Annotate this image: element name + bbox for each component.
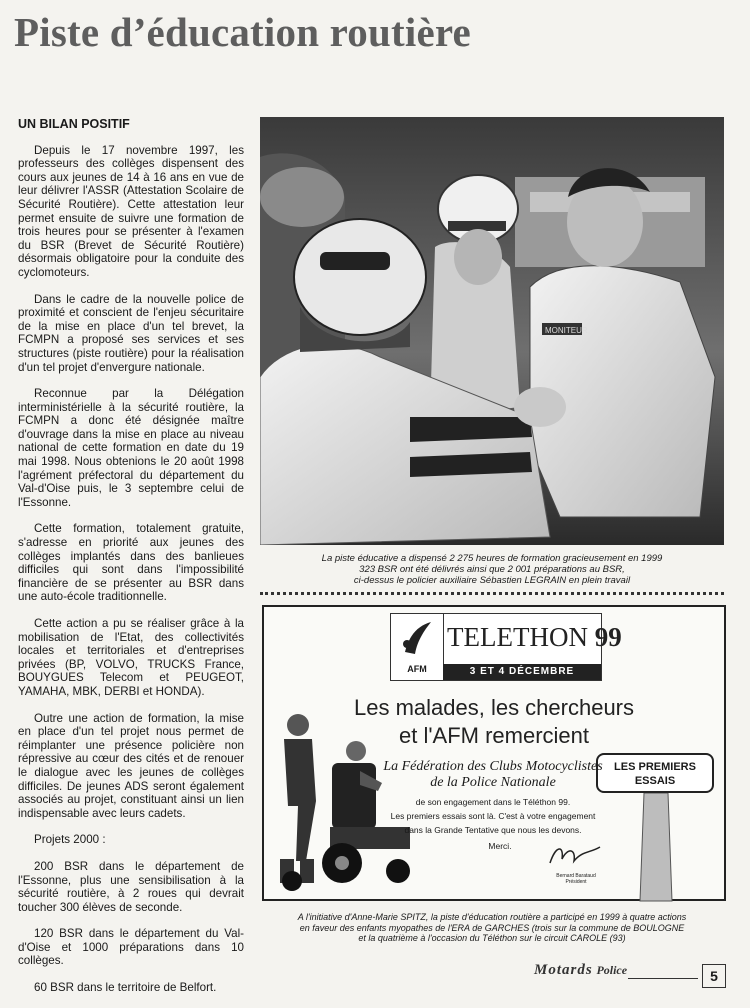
article-paragraph: Cette formation, totalement gratuite, s'adresse en priorité aux jeunes des collèges implantés dans des banlieues difficiles qui sont dans l'impossibilité financière de se présenter au BSR dans une auto-école traditionnelle. [18,522,244,604]
article-paragraph: Reconnue par la Délégation interministérielle à la sécurité routière, la FCMPN a donc été désignée maître d'ouvrage dans la mise en place au niveau national de cette formation en date du 19 mai 1998. Nous obtenions le 20 août 1998 l'agrément préfectoral du département du Val-d'Oise puis, le 3 septembre celui de l'Essonne. [18,387,244,509]
ad-merci: Merci. [488,841,512,851]
article-paragraph: 200 BSR dans le département de l'Essonne, plus une sensibilisation à la sécurité routière, à 2 roues qui devrait toucher 300 élèves de seconde. [18,859,244,914]
photo-caption: La piste éducative a dispensé 2 275 heures de formation gracieusement en 1999 323 BSR ont été délivrés ainsi que 2 001 préparations au BSR, ci-dessus le policier auxiliaire Sébastien LEGRAIN en plein travail [321,553,663,586]
article-paragraph: Depuis le 17 novembre 1997, les professeurs des collèges dispensent des cours aux jeunes de 14 à 16 ans en vue de leur délivrer l'ASSR (Attestation Scolaire de Sécurité Routière). Cette attestation leur permet ensuite de suivre une formation de trois heures pour se présenter à l'examen du BSR (Brevet de Sécurité Routière) désormais obligatoire pour la conduite des cyclomoteurs. [18,143,244,279]
article-paragraph: Dans le cadre de la nouvelle police de proximité et conscient de l'enjeu sécuritaire de la mise en place d'un tel brevet, la FCMPN a proposé ses services et ses structures (piste routière) pour la réalisation d'un tel projet d'envergure nationale. [18,292,244,374]
sign-post-icon [636,793,676,903]
telethon-banner [390,613,622,681]
ad-headline-2: et l'AFM remercient [398,723,590,748]
article-paragraph: 120 BSR dans le département du Val-d'Oise et 1000 préparations dans 10 collèges. [18,927,244,968]
ad-script-line-2: de la Police Nationale [430,775,556,790]
ad-script-line-1: La Fédération des Clubs Motocyclistes [383,759,603,774]
signature-icon [546,841,606,871]
magazine-brand: Motards Police [534,962,628,978]
page-title: Piste d’éducation routière [14,9,471,55]
dotted-divider [260,592,724,595]
telethon-year: 99 [594,622,622,652]
telethon-dates: 3 ET 4 DÉCEMBRE [443,664,601,680]
article-heading: UN BILAN POSITIF [18,117,130,131]
training-photo [260,117,724,545]
training-photo-illustration [260,117,724,545]
moniteur-badge: MONITEUR [545,326,588,335]
ad-headline-1: Les malades, les chercheurs [353,695,635,720]
afm-logo: AFM [391,614,444,678]
signature-name: Bernard Barataud [556,873,596,879]
article-paragraph: 60 BSR dans le territoire de Belfort. [34,981,217,995]
telethon-advert [262,605,726,901]
article-paragraph: Projets 2000 : [34,833,106,847]
article-paragraph: Cette action a pu se réaliser grâce à la mobilisation de l'Etat, des collectivités locales et territoriales et d'entreprises privées (BP, VOLVO, TRUCKS France, BOUYGUES Telecom et PEUGEOT, YAMAHA, MBK, DERBI et HONDA). [18,617,244,698]
ad-text-line-2: Les premiers essais sont là. C'est à votre engagement [390,811,596,821]
ad-text-line-1: de son engagement dans le Téléthon 99. [415,797,571,807]
footer-rule [628,978,698,979]
advert-caption: A l'initiative d'Anne-Marie SPITZ, la piste d'éducation routière a participé en 1999 à quatre actions en faveur des enfants myopathes de l'ERA de GARCHES (trois sur la commune de BOULOGNE et la quatrième à l'occasion du Téléthon sur le circuit CAROLE (93) [297,912,687,943]
ad-text-line-3: dans la Grande Tentative que nous les devons. [404,825,582,835]
article-paragraph: Outre une action de formation, la mise en place d'un tel projet nous permet de réimplanter une présence policière non répressive au cœur des cités et de renouer le dialogue avec les jeunes de collèges difficiles. De jeunes ADS seront également associés au projet, constituant ainsi un lien indispensable avec leurs cadets. [18,711,244,820]
article-column [18,118,244,1008]
afm-logo-icon [391,614,443,664]
premiers-essais-sign: LES PREMIERS ESSAIS [596,753,714,793]
page-number: 5 [702,964,726,988]
signature-title: Président [565,879,587,885]
telethon-title: TELETHON 99 [447,622,622,652]
